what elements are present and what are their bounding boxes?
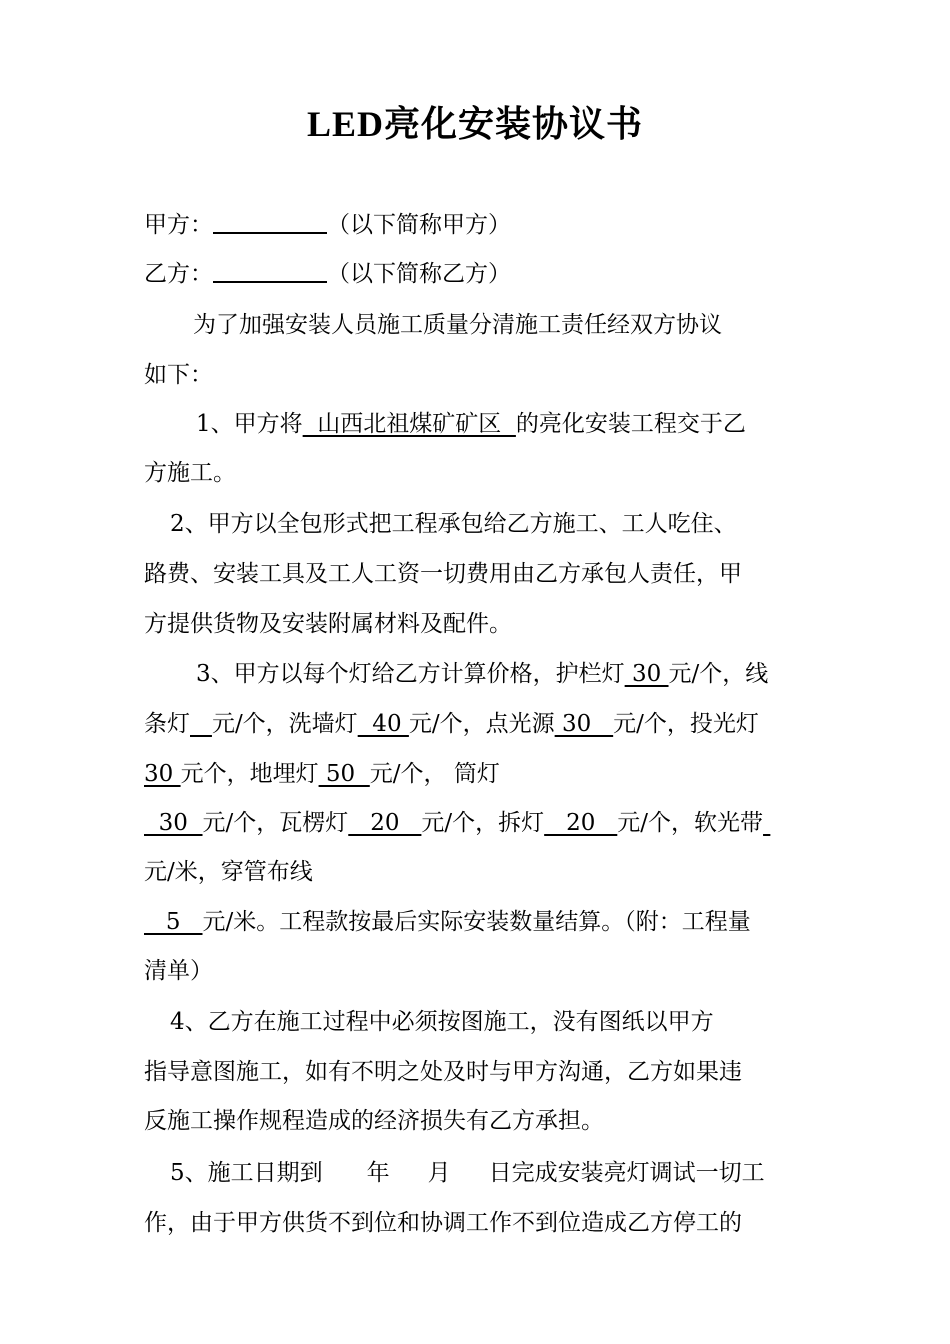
clause-1-suffix: 的亮化安装工程交于乙 [515, 411, 746, 437]
clause-5-line-1 [144, 1158, 824, 1188]
document-title: LED亮化安装协议书 [306, 104, 644, 144]
clause-3-line-2 [144, 709, 824, 739]
clause-4-line-1: 4、乙方在施工过程中必须按图施工，没有图纸以甲方 [170, 1009, 714, 1035]
buried-light-price: 50 [318, 761, 370, 787]
line-light-price [190, 711, 212, 737]
corrugated-light-price: 20 [348, 810, 422, 836]
clause-3-l2-prefix: 条灯 [144, 711, 190, 737]
wiring-price: 5 [144, 909, 203, 935]
clause-5-line-2: 作，由于甲方供货不到位和协调工作不到位造成乙方停工的 [144, 1210, 742, 1236]
clause-1-prefix: 1、甲方将 [196, 411, 303, 437]
party-b-name-blank [213, 259, 327, 283]
clause-4-line-2: 指导意图施工，如有不明之处及时与甲方沟通，乙方如果违 [144, 1059, 742, 1085]
party-b-line [144, 259, 824, 289]
intro-line-1: 为了加强安装人员施工质量分清施工责任经双方协议 [193, 312, 722, 338]
clause-3-l2-mid2: 元/个，点光源 [408, 711, 555, 737]
project-location-field: 山西北祖煤矿矿区 [302, 411, 516, 437]
clause-3-l4-suffix: 元/个，软光带 [617, 810, 764, 836]
clause-1-line-1 [144, 409, 824, 439]
clause-2-line-1: 2、甲方以全包形式把工程承包给乙方施工、工人吃住、 [170, 511, 737, 537]
party-a-label: 甲方： [144, 212, 213, 238]
clause-3-l6-suffix: 元/米。工程款按最后实际安装数量结算。（附：工程量 [202, 909, 751, 935]
clause-3-l3-suffix: 元/个， 筒灯 [369, 761, 500, 787]
clause-2-line-3: 方提供货物及安装附属材料及配件。 [144, 611, 512, 637]
clause-3-l3-mid1: 元个，地埋灯 [180, 761, 319, 787]
party-a-name-blank [213, 210, 327, 234]
flood-light-price: 30 [144, 761, 181, 787]
clause-1-line-2: 方施工。 [144, 460, 236, 486]
clause-3-l2-suffix: 元/个，投光灯 [613, 711, 759, 737]
downlight-price: 30 [144, 810, 203, 836]
wall-washer-price: 40 [357, 711, 409, 737]
clause-5-prefix: 5、施工日期到 [170, 1160, 323, 1186]
intro-line-2: 如下： [144, 362, 213, 388]
clause-3-line-1 [144, 659, 824, 689]
clause-3-line-3 [144, 759, 824, 789]
clause-3-l1-suffix: 元/个，线 [668, 661, 769, 687]
dismantle-price: 20 [544, 810, 618, 836]
clause-3-l4-mid2: 元/个，拆灯 [421, 810, 545, 836]
clause-5-month: 月 [427, 1160, 451, 1186]
party-a-line [144, 210, 824, 240]
party-b-label: 乙方： [144, 261, 213, 287]
clause-3-line-7: 清单） [144, 958, 213, 984]
guardrail-light-price: 30 [624, 661, 669, 687]
clause-4-line-3: 反施工操作规程造成的经济损失有乙方承担。 [144, 1108, 604, 1134]
clause-3-line-5: 元/米，穿管布线 [144, 859, 313, 885]
clause-3-l4-mid1: 元/个，瓦楞灯 [202, 810, 349, 836]
soft-strip-price [763, 810, 770, 836]
party-b-note: （以下简称乙方） [327, 261, 511, 287]
point-light-price: 30 [554, 711, 614, 737]
clause-3-line-6 [144, 907, 824, 937]
party-a-note: （以下简称甲方） [327, 212, 511, 238]
clause-3-line-4 [144, 808, 824, 838]
clause-2-line-2: 路费、安装工具及工人工资一切费用由乙方承包人责任，甲 [144, 561, 742, 587]
clause-5-suffix: 日完成安装亮灯调试一切工 [488, 1160, 765, 1186]
clause-5-year: 年 [366, 1160, 390, 1186]
clause-3-l2-mid1: 元/个，洗墙灯 [211, 711, 358, 737]
clause-3-l1-prefix: 3、甲方以每个灯给乙方计算价格，护栏灯 [196, 661, 625, 687]
